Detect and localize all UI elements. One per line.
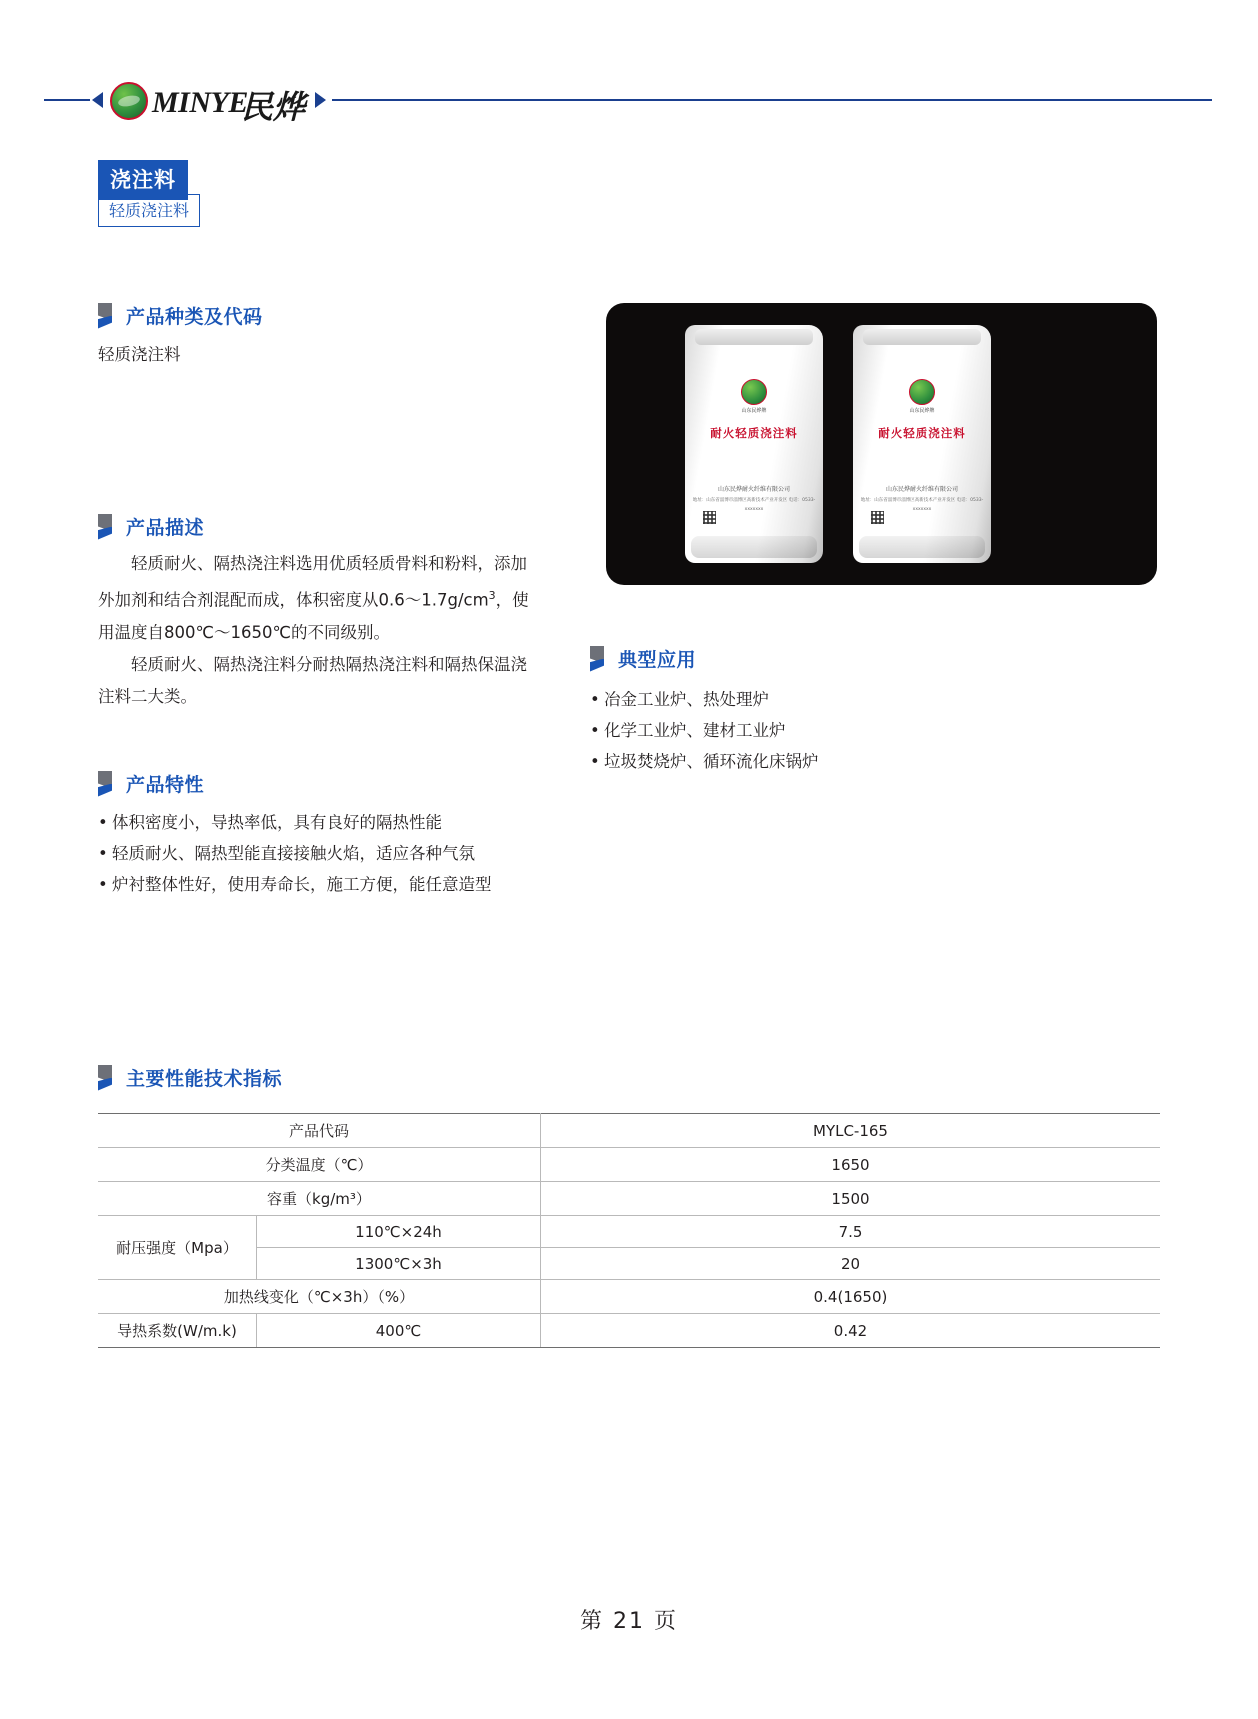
section-title-product-type: 产品种类及代码 — [126, 306, 263, 328]
product-bag-left — [685, 325, 823, 563]
section-heading-description — [98, 513, 204, 540]
section-title-specs: 主要性能技术指标 — [126, 1068, 283, 1090]
description-p1-b: ，使用温度自800℃～1650℃的不同级别。 — [98, 590, 529, 642]
bag-company-name: 山东民烨耐火纤维有限公司 — [717, 486, 790, 493]
spec-value: 1500 — [541, 1182, 1161, 1216]
bag-logo-caption: 山东民烨牌 — [909, 408, 935, 414]
flag-icon — [590, 646, 604, 672]
qr-code-icon — [703, 511, 716, 524]
section-title-features: 产品特性 — [126, 774, 205, 796]
flag-icon — [98, 303, 112, 329]
header-rule-right — [332, 99, 1212, 101]
list-item: • 垃圾焚烧炉、循环流化床锅炉 — [590, 746, 1030, 777]
page-header — [0, 78, 1258, 126]
description-paragraph-1 — [98, 548, 542, 649]
category-sub-tag: 轻质浇注料 — [98, 194, 200, 227]
description-body — [98, 548, 542, 713]
header-rule-left — [44, 99, 90, 101]
applications-list — [590, 684, 1030, 777]
spec-label: 耐压强度（Mpa） — [98, 1216, 257, 1280]
bag-brand-icon — [741, 379, 767, 405]
table-row — [98, 1248, 1160, 1280]
spec-value: 0.4(1650) — [541, 1280, 1161, 1314]
table-row — [98, 1114, 1160, 1148]
section-heading-specs — [98, 1064, 282, 1091]
spec-label: 导热系数(W/m.k) — [98, 1314, 257, 1348]
flag-icon — [98, 514, 112, 540]
spec-table — [98, 1113, 1160, 1348]
category-main-tag: 浇注料 — [98, 160, 188, 200]
description-p1-a: 轻质耐火、隔热浇注料选用优质轻质骨料和粉料，添加外加剂和结合剂混配而成，体积密度从0.6～1.7g/cm — [98, 554, 527, 610]
flag-icon — [98, 771, 112, 797]
brand-globe-icon — [110, 82, 148, 120]
spec-label: 产品代码 — [98, 1114, 541, 1148]
spec-sublabel: 110℃×24h — [257, 1216, 541, 1248]
spec-value: 20 — [541, 1248, 1161, 1280]
spec-value: 7.5 — [541, 1216, 1161, 1248]
bag-product-title: 耐火轻质浇注料 — [710, 426, 798, 440]
spec-label: 加热线变化（℃×3h）（%） — [98, 1280, 541, 1314]
product-photo — [606, 303, 1157, 585]
list-item: • 化学工业炉、建材工业炉 — [590, 715, 1030, 746]
spec-value: 0.42 — [541, 1314, 1161, 1348]
arrow-left-icon — [92, 92, 103, 108]
spec-label: 分类温度（℃） — [98, 1148, 541, 1182]
spec-sublabel: 1300℃×3h — [257, 1248, 541, 1280]
spec-sublabel: 400℃ — [257, 1314, 541, 1348]
description-p1-unit: 3 — [488, 589, 496, 602]
bag-company-name: 山东民烨耐火纤维有限公司 — [885, 486, 958, 493]
bag-company-text — [685, 485, 823, 514]
page-number: 第 21 页 — [580, 1609, 678, 1634]
table-row — [98, 1314, 1160, 1348]
spec-table-wrapper — [98, 1113, 1160, 1348]
table-row — [98, 1148, 1160, 1182]
product-type-value: 轻质浇注料 — [98, 345, 181, 364]
section-title-description: 产品描述 — [126, 517, 205, 539]
list-item: • 冶金工业炉、热处理炉 — [590, 684, 1030, 715]
section-title-applications: 典型应用 — [618, 649, 697, 671]
brand-name-cn: 民烨 — [241, 88, 306, 126]
bag-company-text — [853, 485, 991, 514]
spec-value: MYLC-165 — [541, 1114, 1161, 1148]
table-row — [98, 1216, 1160, 1248]
bag-company-address: 地址：山东省淄博市淄博区高新技术产业开发区 电话：0533-xxxxxxx — [860, 498, 984, 512]
list-item: • 炉衬整体性好，使用寿命长，施工方便，能任意造型 — [98, 869, 598, 900]
section-heading-features — [98, 770, 204, 797]
qr-code-icon — [871, 511, 884, 524]
description-paragraph-2: 轻质耐火、隔热浇注料分耐热隔热浇注料和隔热保温浇注料二大类。 — [98, 654, 527, 706]
product-bag-right — [853, 325, 991, 563]
spec-value: 1650 — [541, 1148, 1161, 1182]
table-row — [98, 1280, 1160, 1314]
bag-logo-caption: 山东民烨牌 — [741, 408, 767, 414]
bag-company-address: 地址：山东省淄博市淄博区高新技术产业开发区 电话：0533-xxxxxxx — [692, 498, 816, 512]
section-heading-product-type — [98, 302, 263, 329]
brand-name-en: MINYE — [152, 86, 248, 119]
bag-product-title: 耐火轻质浇注料 — [878, 426, 966, 440]
arrow-right-icon — [315, 92, 326, 108]
section-heading-applications — [590, 645, 696, 672]
list-item: • 体积密度小，导热率低，具有良好的隔热性能 — [98, 807, 598, 838]
spec-label: 容重（kg/m³） — [98, 1182, 541, 1216]
features-list — [98, 807, 598, 900]
list-item: • 轻质耐火、隔热型能直接接触火焰，适应各种气氛 — [98, 838, 598, 869]
table-row — [98, 1182, 1160, 1216]
bag-brand-icon — [909, 379, 935, 405]
flag-icon — [98, 1065, 112, 1091]
